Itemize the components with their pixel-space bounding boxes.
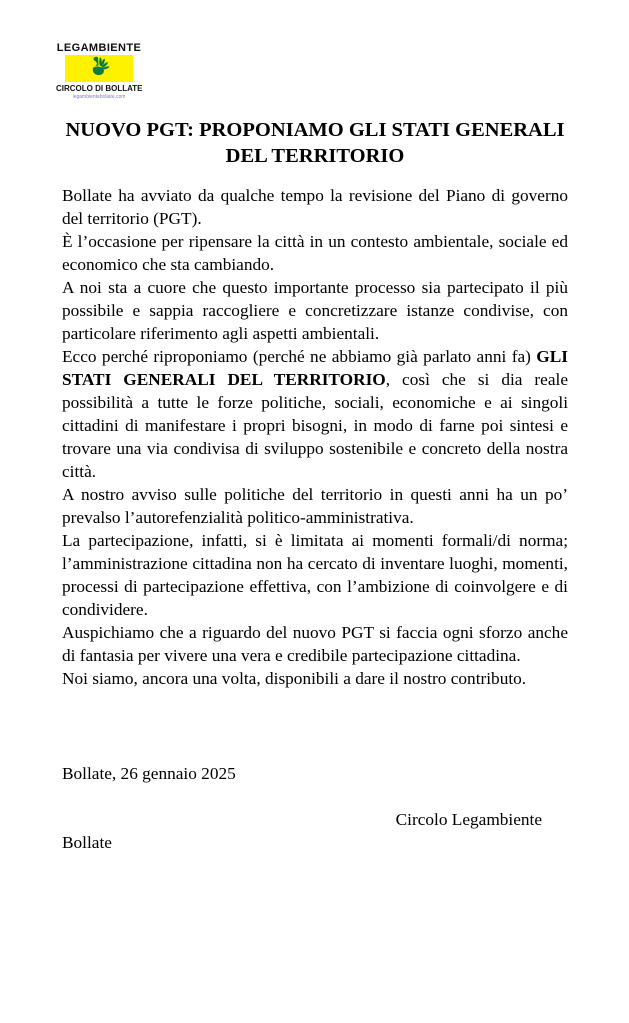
text-run: Bollate ha avviato da qualche tempo la revisione del Piano di governo del territorio (PGT).	[62, 186, 568, 228]
text-run: A nostro avviso sulle politiche del territorio in questi anni ha un po’ prevalso l’autorefenzialità politico-amministrativa.	[62, 485, 568, 527]
logo-chapter-name: CIRCOLO DI BOLLATE	[56, 84, 143, 94]
text-run: La partecipazione, infatti, si è limitata ai momenti formali/di norma; l’amministrazione cittadina non ha cercato di inventare luoghi, momenti, processi di partecipazione effettiva, con l’ambizione di coinvolgere e di condividere.	[62, 531, 568, 619]
signature-city: Bollate	[62, 833, 112, 852]
document-title: NUOVO PGT: PROPONIAMO GLI STATI GENERALI DEL TERRITORIO	[65, 119, 565, 167]
paragraph	[62, 276, 568, 345]
text-run: Auspichiamo che a riguardo del nuovo PGT si faccia ogni sforzo anche di fantasia per vivere una vera e credibile partecipazione cittadina.	[62, 623, 568, 665]
paragraph	[62, 230, 568, 276]
paragraph	[62, 483, 568, 529]
logo-yellow-box	[65, 55, 133, 82]
logo-org-name: LEGAMBIENTE	[56, 42, 142, 54]
paragraph	[62, 621, 568, 667]
paragraph	[62, 667, 568, 690]
text-run: Ecco perché riproponiamo (perché ne abbiamo già parlato anni fa)	[62, 347, 537, 366]
paragraph	[62, 529, 568, 621]
logo-website: legambientebollate.com	[72, 93, 126, 100]
signature-org: Circolo Legambiente	[395, 810, 542, 829]
paragraph	[62, 345, 568, 483]
text-run-bold: GLI STATI GENERALI DEL TERRITORIO	[62, 347, 568, 389]
swan-icon	[88, 55, 111, 83]
legambiente-logo	[56, 42, 142, 100]
text-run: È l’occasione per ripensare la città in un contesto ambientale, sociale ed economico che sta cambiando.	[62, 232, 568, 274]
text-run: , così che si dia reale possibilità a tutte le forze politiche, sociali, economiche e ai singoli cittadini di manifestare i propri bisogni, in modo di farne poi sintesi e trovare una via condivisa di sviluppo sostenibile e concreto della nostra città.	[62, 370, 568, 481]
text-run: Noi siamo, ancora una volta, disponibili a dare il nostro contributo.	[62, 669, 527, 688]
date-line: Bollate, 26 gennaio 2025	[62, 764, 236, 783]
document-body	[62, 184, 568, 690]
paragraph	[62, 184, 568, 230]
text-run: A noi sta a cuore che questo importante processo sia partecipato il più possibile e sappia raccogliere e concretizzare istanze condivise, con particolare riferimento agli aspetti ambientali.	[62, 278, 568, 343]
